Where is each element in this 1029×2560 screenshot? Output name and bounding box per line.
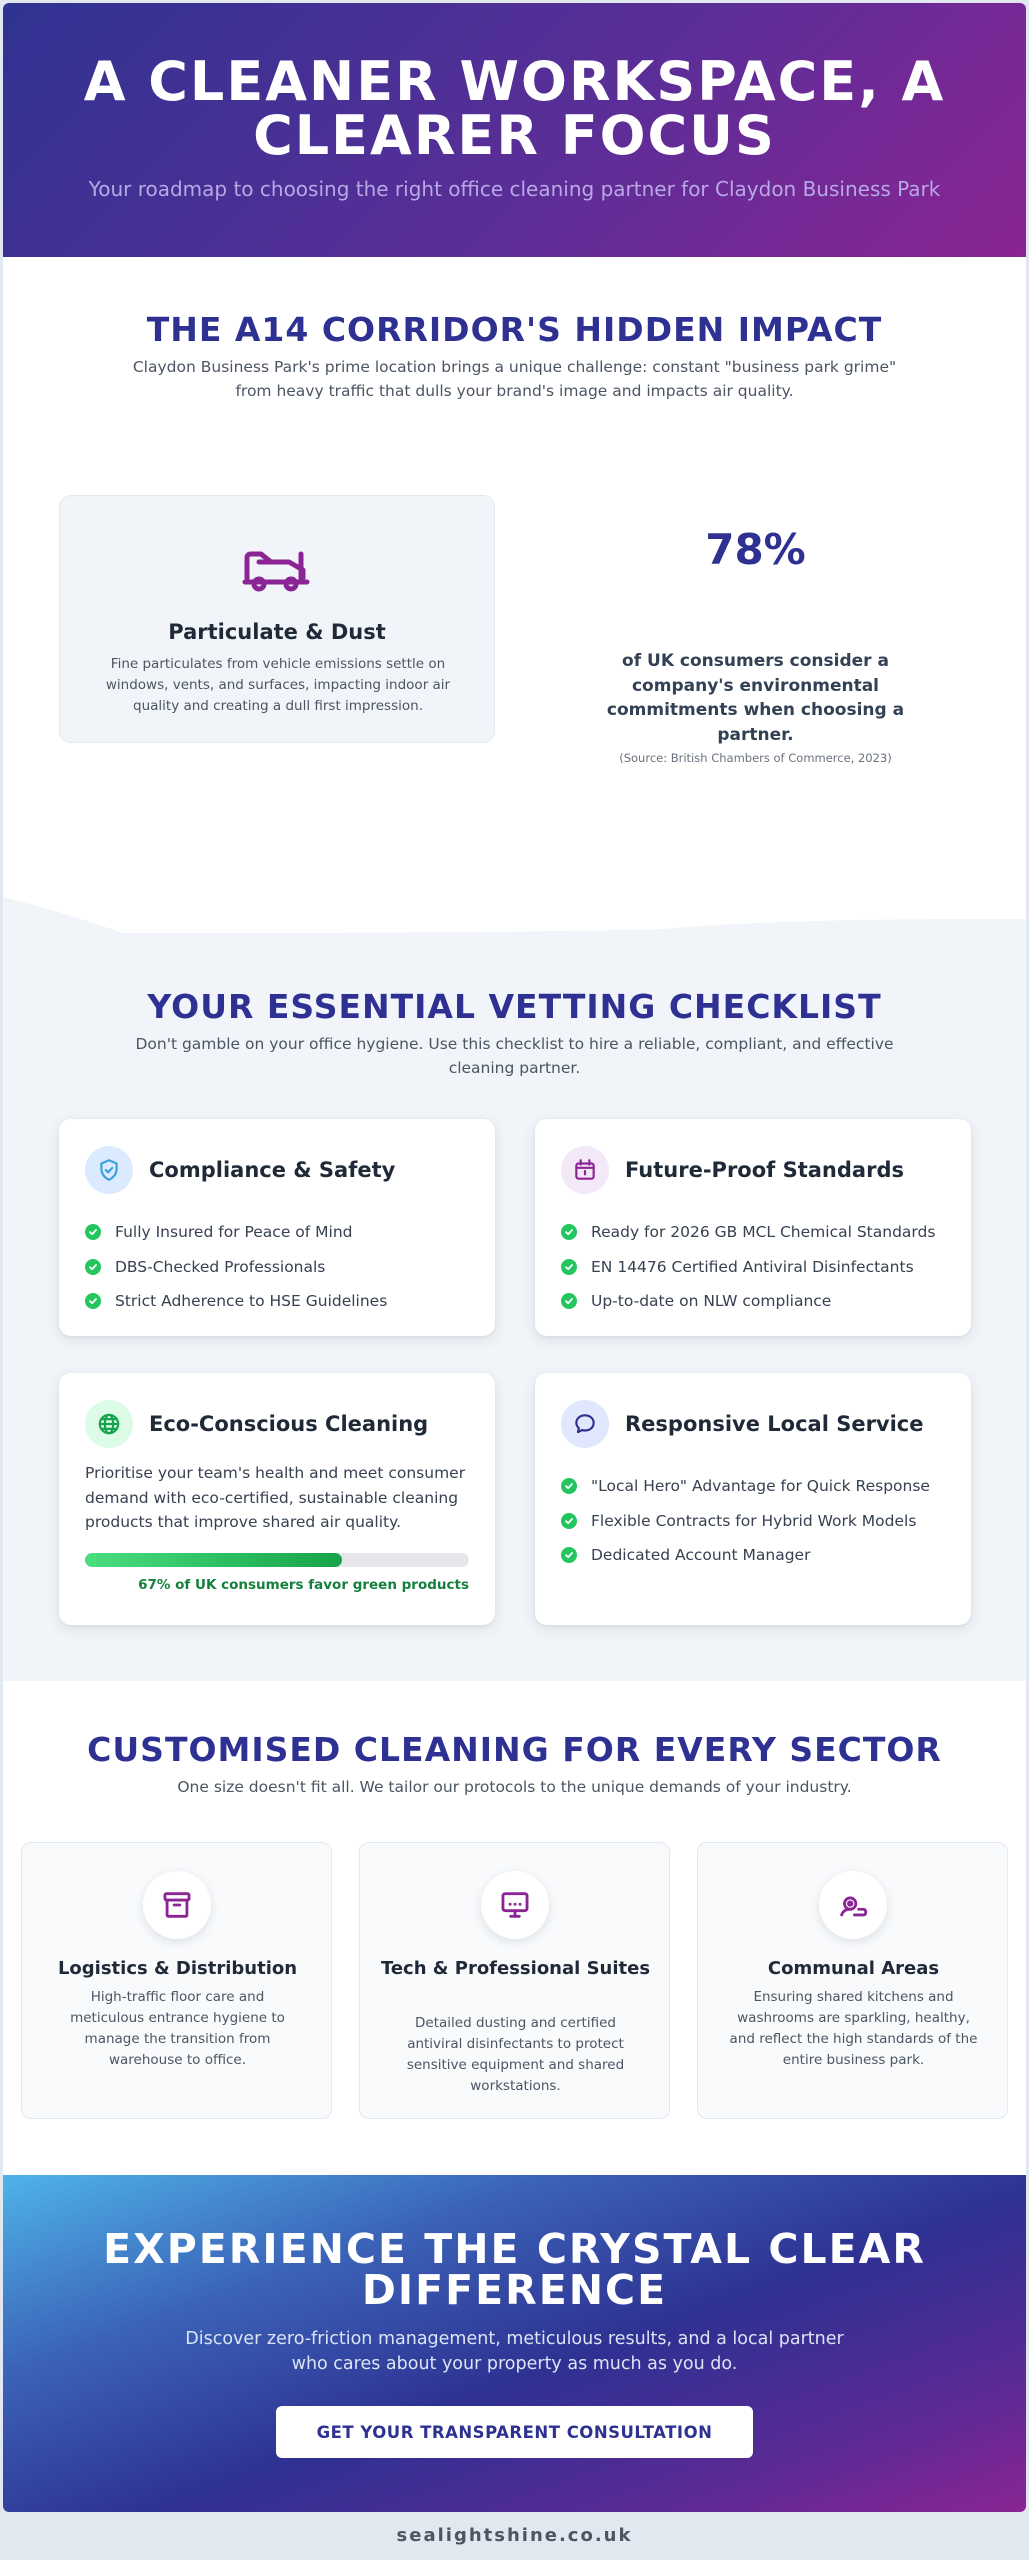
list-item-label: Dedicated Account Manager <box>591 1546 811 1565</box>
list-item <box>561 1284 935 1319</box>
sector-card-tech <box>359 1842 670 2119</box>
eco-progress-label: 67% of UK consumers favor green products <box>138 1577 469 1593</box>
consultation-button[interactable]: GET YOUR TRANSPARENT CONSULTATION <box>276 2406 753 2458</box>
list-item-label: DBS-Checked Professionals <box>115 1257 326 1276</box>
sector-card-text: High-traffic floor care and meticulous entrance hygiene to manage the transition from warehouse to office. <box>70 1989 285 2068</box>
sector-card-title: Tech & Professional Suites <box>380 1958 651 1979</box>
list-item-label: Up-to-date on NLW compliance <box>591 1292 832 1311</box>
list-item-label: Strict Adherence to HSE Guidelines <box>115 1292 388 1311</box>
local-service-card <box>535 1373 971 1625</box>
compliance-card <box>59 1119 495 1336</box>
eco-card-text: Prioritise your team's health and meet consumer demand with eco-certified, sustainable cleaning products that improve shared air quality. <box>85 1464 466 1531</box>
list-item-label: Flexible Contracts for Hybrid Work Models <box>591 1511 917 1530</box>
check-icon <box>561 1293 577 1309</box>
impact-desc-line1: Claydon Business Park's prime location brings a unique challenge: constant "business park grime" <box>132 358 897 376</box>
hero-title-line1: A CLEANER WORKSPACE, A <box>83 50 946 113</box>
list-item <box>85 1215 387 1250</box>
cta-title-line1: EXPERIENCE THE CRYSTAL CLEAR <box>103 2225 926 2273</box>
future-proof-list <box>561 1215 935 1319</box>
people-icon <box>819 1871 887 1939</box>
cta-banner <box>3 2175 1026 2512</box>
eco-card-title: Eco-Conscious Cleaning <box>149 1412 429 1436</box>
globe-icon <box>85 1400 133 1448</box>
check-icon <box>85 1293 101 1309</box>
sectors-description: One size doesn't fit all. We tailor our protocols to the unique demands of your industry. <box>177 1778 852 1796</box>
footer-domain[interactable]: sealightshine.co.uk <box>396 2525 633 2546</box>
sector-card-title: Logistics & Distribution <box>57 1958 298 1979</box>
future-proof-card <box>535 1119 971 1336</box>
particulate-card-text: Fine particulates from vehicle emissions settle on windows, vents, and surfaces, impacting indoor air quality and creating a dull first impression. <box>105 656 451 714</box>
check-icon <box>561 1513 577 1529</box>
compliance-list <box>85 1215 387 1319</box>
list-item-label: Ready for 2026 GB MCL Chemical Standards <box>591 1223 936 1242</box>
sector-card-communal <box>697 1842 1008 2119</box>
checklist-title: YOUR ESSENTIAL VETTING CHECKLIST <box>147 987 882 1026</box>
eco-card <box>59 1373 495 1625</box>
eco-progress-fill <box>85 1553 342 1567</box>
hero-banner <box>3 3 1026 257</box>
particulate-card-title: Particulate & Dust <box>168 620 386 644</box>
eco-card-header <box>85 1400 428 1448</box>
sector-card-text: Detailed dusting and certified antiviral disinfectants to protect sensitive equipment and shared workstations. <box>406 2015 625 2094</box>
impact-description <box>93 355 936 403</box>
list-item <box>85 1284 387 1319</box>
future-proof-card-title: Future-Proof Standards <box>625 1158 904 1182</box>
checklist-desc-line2: cleaning partner. <box>448 1059 581 1077</box>
eco-progress-bar <box>85 1553 469 1567</box>
stat-text: of UK consumers consider a company's environmental commitments when choosing a partner. <box>606 651 905 745</box>
archive-box-icon <box>143 1871 211 1939</box>
hero-title-line2: CLEARER FOCUS <box>253 104 776 167</box>
cta-title-line2: DIFFERENCE <box>361 2266 668 2314</box>
list-item <box>561 1538 930 1573</box>
cta-title <box>3 2225 1026 2314</box>
check-icon <box>85 1259 101 1275</box>
sectors-title: CUSTOMISED CLEANING FOR EVERY SECTOR <box>87 1730 942 1769</box>
check-icon <box>85 1224 101 1240</box>
checklist-description <box>123 1032 906 1080</box>
check-icon <box>561 1224 577 1240</box>
calendar-icon <box>561 1146 609 1194</box>
hero-title <box>3 50 1026 167</box>
stat-source: (Source: British Chambers of Commerce, 2023) <box>619 751 892 765</box>
future-proof-card-header <box>561 1146 904 1194</box>
compliance-card-header <box>85 1146 395 1194</box>
list-item <box>561 1469 930 1504</box>
monitor-icon <box>481 1871 549 1939</box>
check-icon <box>561 1478 577 1494</box>
infographic-frame <box>3 3 1026 2512</box>
sector-card-logistics <box>21 1842 332 2119</box>
local-service-card-header <box>561 1400 924 1448</box>
hero-subtitle: Your roadmap to choosing the right office cleaning partner for Claydon Business Park <box>88 177 941 201</box>
list-item <box>85 1250 387 1285</box>
local-service-list <box>561 1469 930 1573</box>
sector-card-text: Ensuring shared kitchens and washrooms are sparkling, healthy, and reflect the high standards of the entire business park. <box>729 1989 978 2068</box>
check-icon <box>561 1547 577 1563</box>
sector-card-title: Communal Areas <box>767 1958 940 1979</box>
list-item <box>561 1250 935 1285</box>
compliance-card-title: Compliance & Safety <box>149 1158 396 1182</box>
local-service-card-title: Responsive Local Service <box>625 1412 924 1436</box>
stat-percentage: 78% <box>705 525 806 574</box>
list-item-label: "Local Hero" Advantage for Quick Response <box>591 1477 930 1496</box>
shield-check-icon <box>85 1146 133 1194</box>
list-item <box>561 1504 930 1539</box>
impact-title: THE A14 CORRIDOR'S HIDDEN IMPACT <box>146 310 883 349</box>
truck-icon <box>60 548 494 598</box>
particulate-card <box>59 495 495 743</box>
cta-subtitle: Discover zero-friction management, meticulous results, and a local partner who cares about your property as much as you do. <box>185 2329 844 2374</box>
impact-desc-line2: from heavy traffic that dulls your brand's image and impacts air quality. <box>235 382 794 400</box>
chat-bubble-icon <box>561 1400 609 1448</box>
list-item-label: EN 14476 Certified Antiviral Disinfectants <box>591 1257 914 1276</box>
check-icon <box>561 1259 577 1275</box>
list-item-label: Fully Insured for Peace of Mind <box>115 1223 353 1242</box>
list-item <box>561 1215 935 1250</box>
checklist-desc-line1: Don't gamble on your office hygiene. Use this checklist to hire a reliable, compliant, and effective <box>135 1035 894 1053</box>
